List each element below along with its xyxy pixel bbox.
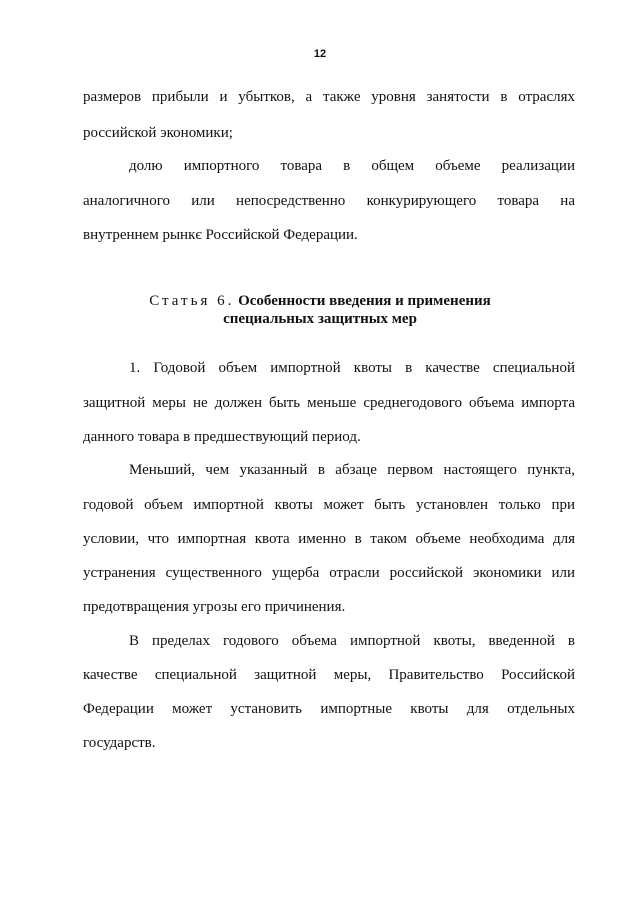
page-number: 12: [313, 48, 327, 60]
paragraph-4-line-1: Меньший, чем указанный в абзаце первом настоящего пункта,: [129, 462, 575, 478]
paragraph-1-line-1: размеров прибыли и убытков, а также уровня занятости в отраслях: [83, 89, 575, 105]
article-heading-line-1: [0, 292, 640, 310]
paragraph-4-line-4: устранения существенного ущерба отрасли российской экономики или: [83, 565, 575, 581]
paragraph-3-line-1: 1. Годовой объем импортной квоты в качестве специальной: [129, 360, 575, 376]
article-title-line-2: специальных защитных мер: [223, 311, 417, 327]
paragraph-3-line-3: данного товара в предшествующий период.: [83, 429, 361, 445]
paragraph-2-line-2: аналогичного или непосредственно конкурирующего товара на: [83, 193, 575, 209]
paragraph-5-line-2: качестве специальной защитной меры, Правительство Российской: [83, 667, 575, 683]
paragraph-2-line-3: внутреннем рынкє Российской Федерации.: [83, 227, 358, 243]
paragraph-5-line-1: В пределах годового объема импортной квоты, введенной в: [129, 633, 575, 649]
article-label: Статья 6.: [149, 293, 235, 309]
paragraph-5-line-3: Федерации может установить импортные квоты для отдельных: [83, 701, 575, 717]
paragraph-3-line-2: защитной меры не должен быть меньше среднегодового объема импорта: [83, 395, 575, 411]
paragraph-5-line-4: государств.: [83, 735, 156, 751]
paragraph-4-line-5: предотвращения угрозы его причинения.: [83, 599, 346, 615]
paragraph-4-line-3: условии, что импортная квота именно в таком объеме необходима для: [83, 531, 575, 547]
paragraph-2-line-1: долю импортного товара в общем объеме реализации: [129, 158, 575, 174]
paragraph-4-line-2: годовой объем импортной квоты может быть установлен только при: [83, 497, 575, 513]
article-title-line-1: Особенности введения и применения: [238, 293, 491, 309]
paragraph-1-line-2: российской экономики;: [83, 125, 233, 141]
